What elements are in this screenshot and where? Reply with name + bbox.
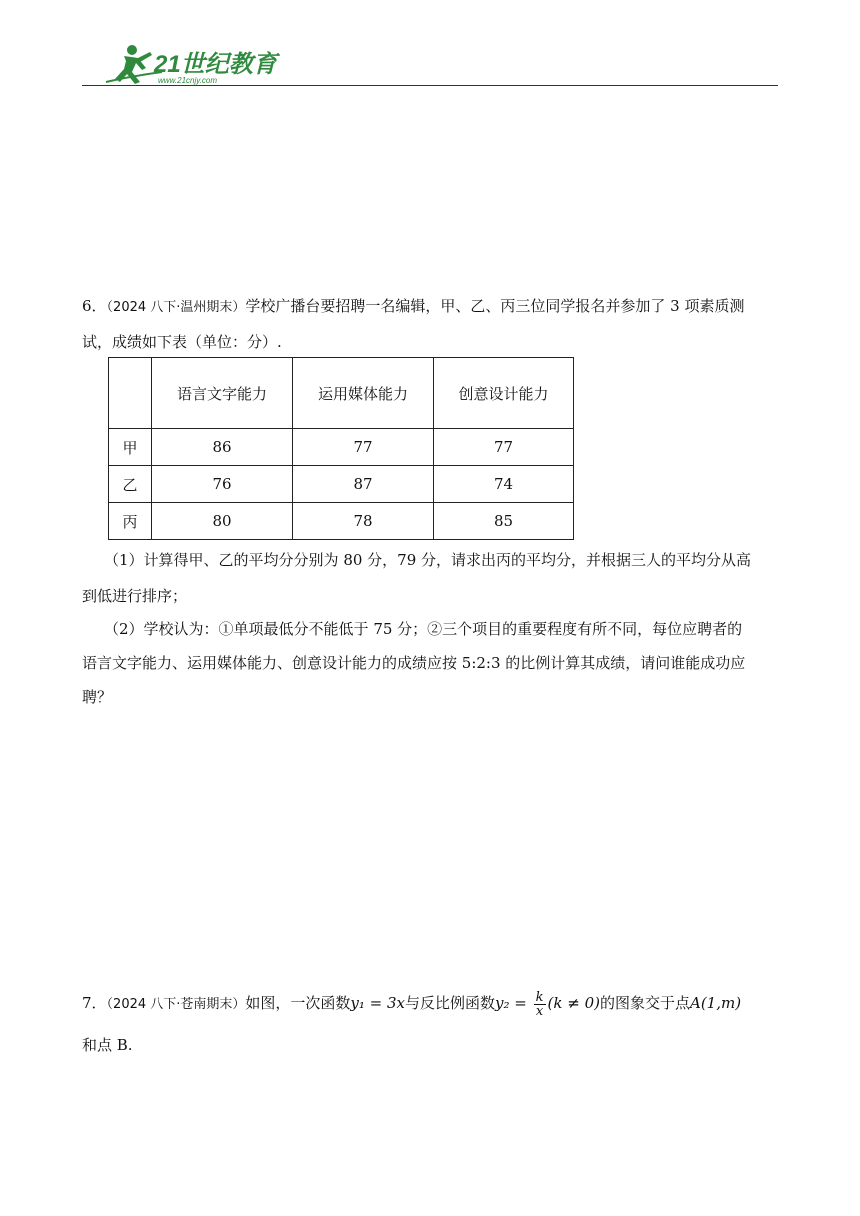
q6-number: 6． — [82, 297, 107, 315]
table-header-cell — [109, 358, 152, 429]
table-cell: 85 — [434, 503, 574, 540]
table-row — [109, 429, 574, 466]
q7-point-a: A(1,m) — [690, 994, 742, 1012]
table-header-cell: 语言文字能力 — [152, 358, 293, 429]
table-cell: 86 — [152, 429, 293, 466]
logo-url-text: www.21cnjy.com — [158, 76, 217, 85]
q6-part2-line3: 聘？ — [82, 688, 113, 706]
q7-stem-line1 — [82, 984, 782, 1024]
q6-part2-line2: 语言文字能力、运用媒体能力、创意设计能力的成绩应按 5:2:3 的比例计算其成绩，请问谁能成功应 — [82, 654, 746, 672]
table-cell: 78 — [293, 503, 434, 540]
q6-part1-line2: 到低进行排序； — [82, 587, 188, 605]
q6-part2-line1: （2）学校认为：①单项最低分不能低于 75 分；②三个项目的重要程度有所不同，每位应聘者的 — [104, 620, 743, 638]
q6-stem-line2: 试，成绩如下表（单位：分）. — [82, 333, 282, 351]
table-cell: 87 — [293, 466, 434, 503]
table-header-cell: 运用媒体能力 — [293, 358, 434, 429]
table-row — [109, 503, 574, 540]
q7-fraction — [534, 991, 546, 1018]
table-header-row — [109, 358, 574, 429]
q6-source: （2024 八下·温州期末） — [106, 300, 246, 315]
header-divider — [82, 85, 778, 86]
q7-text-c: 的图象交于点 — [599, 994, 690, 1012]
table-cell: 乙 — [109, 466, 152, 503]
table-cell: 76 — [152, 466, 293, 503]
page-header — [82, 38, 778, 86]
q6-line1-text: 学校广播台要招聘一名编辑，甲、乙、丙三位同学报名并参加了 3 项素质测 — [245, 297, 745, 315]
q7-fraction-numerator: k — [535, 989, 544, 1005]
q7-fraction-denominator: x — [535, 1003, 544, 1019]
table-cell: 74 — [434, 466, 574, 503]
q6-stem-line1 — [82, 287, 782, 327]
logo-21cnjy — [102, 42, 302, 86]
q6-part1-line1: （1）计算得甲、乙的平均分分别为 80 分，79 分，请求出丙的平均分，并根据三人的平均分从高 — [104, 551, 752, 569]
table-cell: 77 — [434, 429, 574, 466]
score-table — [108, 357, 574, 540]
q7-equation-linear: y₁ = 3x — [350, 994, 406, 1012]
table-cell: 甲 — [109, 429, 152, 466]
q7-text-b: 与反比例函数 — [405, 994, 496, 1012]
table-cell: 80 — [152, 503, 293, 540]
table-cell: 77 — [293, 429, 434, 466]
q7-equation-inverse-lhs: y₂ = — [495, 994, 532, 1012]
q7-number: 7． — [82, 994, 107, 1012]
table-cell: 丙 — [109, 503, 152, 540]
q7-condition: (k ≠ 0) — [547, 994, 600, 1012]
table-header-cell: 创意设计能力 — [434, 358, 574, 429]
q7-text-a: 如图，一次函数 — [245, 994, 351, 1012]
logo-text: 21世纪教育 — [154, 51, 277, 78]
table-row — [109, 466, 574, 503]
q7-stem-line2: 和点 B. — [82, 1036, 133, 1054]
q7-source: （2024 八下·苍南期末） — [106, 997, 246, 1012]
